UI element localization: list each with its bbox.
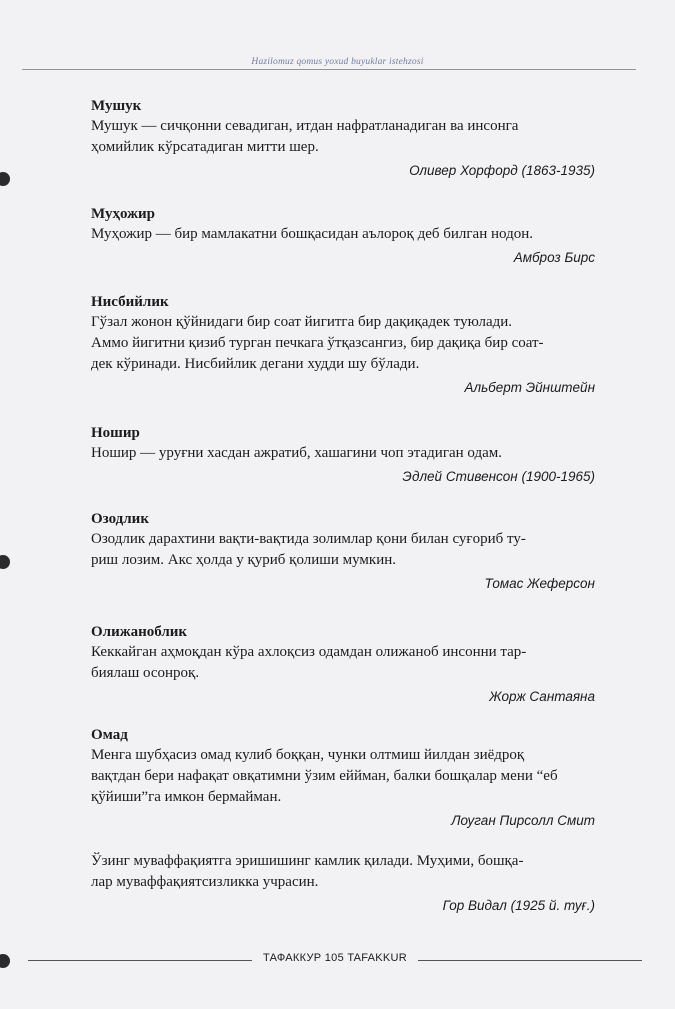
footer-rule-right [418,960,642,961]
entry-term: Муҳожир [91,206,155,222]
entry-mushuk [91,96,595,204]
entry-line: қўйиши”га имкон бермайман. [91,789,282,805]
entry-term: Нисбийлик [91,294,169,310]
punch-hole-middle [0,555,10,569]
entry-line: Муҳожир — бир мамлакатни бошқасидан аълороқ деб билган нодон. [91,226,533,242]
entry-line: Ўзинг муваффақиятга эришишинг камлик қилади. Муҳими, бошқа- [91,853,524,869]
footer-rule-left [28,960,252,961]
entry-author: Эдлей Стивенсон (1900-1965) [402,469,595,484]
entry-term: Омад [91,727,128,743]
entry-author: Гор Видал (1925 й. туғ.) [442,898,595,913]
page-content [91,96,595,916]
entry-line: лар муваффақиятсизликка учрасин. [91,874,319,890]
header-rule [22,69,636,70]
entry-line: Менга шубҳасиз омад кулиб боққан, чунки олтмиш йилдан зиёдроқ [91,747,525,763]
entry-author: Оливер Хорфорд (1863-1935) [409,163,595,178]
entry-text [91,312,595,375]
entry-author: Альберт Эйнштейн [464,380,595,395]
entry-line: биялаш осонроқ. [91,665,200,681]
entry-term: Мушук [91,98,142,114]
entry-term: Озодлик [91,511,149,527]
entry-line: риш лозим. Акс ҳолда у қуриб қолиши мумкин. [91,552,396,568]
entry-text [91,529,595,571]
entry-term: Олижаноблик [91,624,188,640]
entry-line: ҳомийлик кўрсатадиган митти шер. [91,139,319,155]
entry-olijanoblik [91,622,595,725]
entry-author: Амброз Бирс [513,250,595,265]
entry-noshir [91,423,595,509]
running-header: Hazilomuz qomus yoxud buyuklar istehzosi [251,57,424,67]
entry-text [91,642,595,684]
entry-untitled [91,851,595,916]
entry-omad [91,725,595,851]
entry-author: Жорж Сантаяна [489,689,595,704]
punch-hole-top [0,172,10,186]
page-footer [0,950,675,970]
entry-author: Томас Жеферсон [484,576,595,591]
entry-line: дек кўринади. Нисбийлик дегани худди шу бўлади. [91,356,420,372]
entry-nisbiylik [91,292,595,423]
entry-text [91,116,595,158]
entry-line: Гўзал жонон қўйнидаги бир соат йигитга бир дақиқадек туюлади. [91,314,513,330]
entry-text [91,851,595,893]
entry-text [91,224,595,245]
entry-line: Аммо йигитни қизиб турган печкага ўтқазсангиз, бир дақиқа бир соат- [91,335,544,351]
entry-line: Кеккайган аҳмоқдан кўра ахлоқсиз одамдан олижаноб инсонни тар- [91,644,527,660]
footer-page-number: ТАФАККУР 105 TAFAKKUR [262,952,408,964]
entry-line: Озодлик дарахтини вақти-вақтида золимлар қони билан суғориб ту- [91,531,526,547]
entry-line: Мушук — сичқонни севадиган, итдан нафратланадиган ва инсонга [91,118,519,134]
entry-line: вақтдан бери нафақат овқатимни ўзим еййман, балки бошқалар мени “еб [91,768,558,784]
entry-muhojir [91,204,595,292]
entry-text [91,745,595,808]
entry-text [91,443,595,464]
entry-line: Ношир — уруғни хасдан ажратиб, хашагини чоп этадиган одам. [91,445,503,461]
entry-author: Лоуган Пирсолл Смит [451,813,595,828]
entry-term: Ношир [91,425,140,441]
entry-ozodlik [91,509,595,622]
